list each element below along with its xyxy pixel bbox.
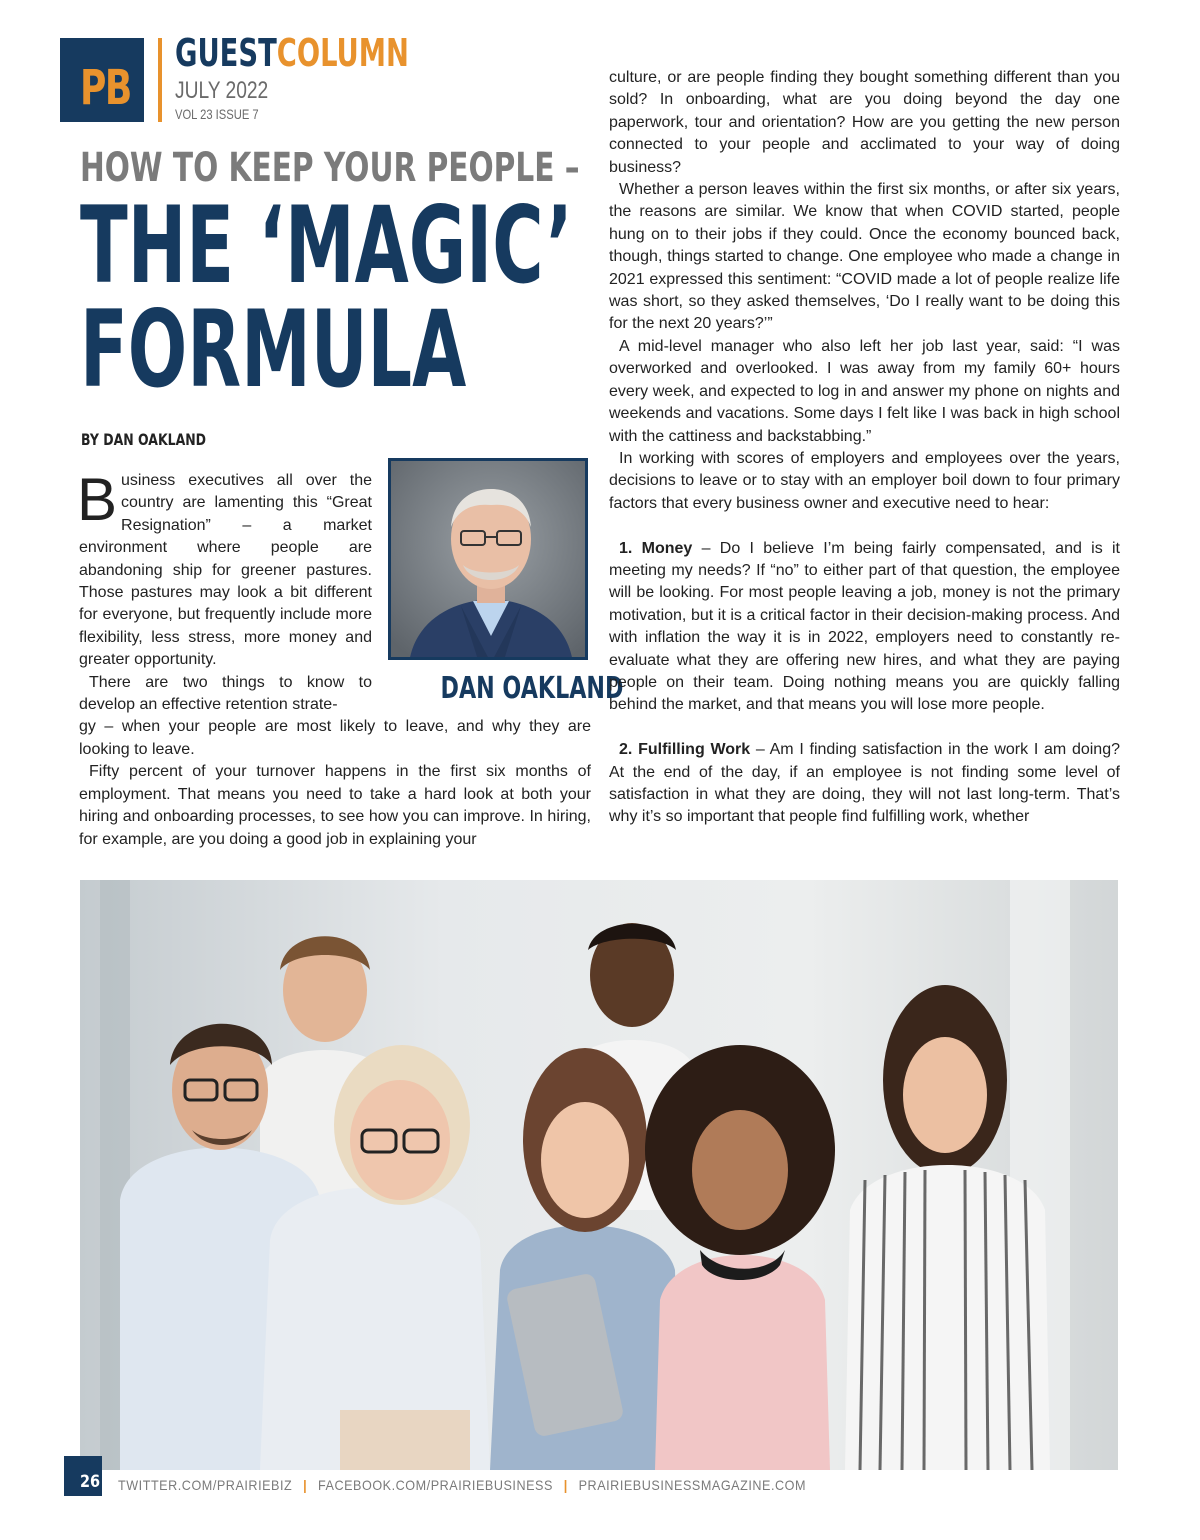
factor-money-lead: 1. Money [619, 539, 693, 557]
team-photo [80, 880, 1118, 1470]
column-label [175, 31, 409, 75]
article-paragraph-1-text: usiness executives all over the country are lamenting this “Great Resignation” – a market environment where people are abandoning ship for greener pastures. Those pastures may look a bit different for everyone, but frequently include more flexibility, less stress, more money and greater opportunity. [79, 472, 372, 669]
issue-volume: VOL 23 ISSUE 7 [175, 106, 259, 122]
paragraph-spacer [609, 717, 1120, 739]
footer-links [118, 1477, 806, 1493]
column-label-guest: GUEST [175, 31, 277, 75]
byline: BY DAN OAKLAND [81, 430, 207, 449]
headline-kicker: HOW TO KEEP YOUR PEOPLE – [80, 145, 580, 191]
factor-money-text: – Do I believe I’m being fairly compensated, and is it meeting my needs? If “no” to either part of that question, the employee will be looking. For most people leaving a job, money is not the primary motivation, but it is a critical factor in their decision-making process. And with inflation the way it is in 2022, employers need to constantly re-evaluate what they are offering new hires, and what they are paying people on their team. Doing nothing means you are quickly falling behind the market, and that means you will lose more people. [609, 539, 1120, 714]
headline-line-1: THE ‘MAGIC’ [80, 184, 573, 307]
article-paragraph-2a: There are two things to know to develop an effective retention strate- [79, 673, 372, 714]
article-paragraph-1 [77, 466, 372, 672]
footer-twitter-link[interactable]: TWITTER.COM/PRAIRIEBIZ [118, 1477, 293, 1493]
factor-money [609, 538, 1120, 717]
pb-logo-text: PB [80, 60, 131, 116]
footer-separator: | [303, 1477, 308, 1493]
article-paragraph-5: Whether a person leaves within the first six months, or after six years, the reasons are similar. We know that when COVID started, people hung on to their jobs if they could. Once the economy bounced back, though, things started to change. One employee who made a change in 2021 expressed this sentiment: “COVID made a lot of people realize life was short, so they asked themselves, ‘Do I really want to be doing this for the next 20 years?’” [609, 181, 1120, 333]
footer-website-link[interactable]: PRAIRIEBUSINESSMAGAZINE.COM [578, 1477, 807, 1493]
column-label-column: COLUMN [276, 31, 409, 75]
author-photo-caption: DAN OAKLAND [440, 671, 624, 706]
page-number: 26 [80, 1472, 101, 1492]
drop-cap: B [77, 466, 118, 533]
headline [80, 184, 573, 411]
headline-line-2: FORMULA [80, 288, 467, 411]
article-paragraph-7: In working with scores of employers and employees over the years, decisions to leave or to stay with an employer boil down to four primary factors that every business owner and executive need to hear: [609, 449, 1120, 512]
article-right-column [609, 67, 1120, 829]
footer-facebook-link[interactable]: FACEBOOK.COM/PRAIRIEBUSINESS [317, 1477, 553, 1493]
factor-fulfilling-work-text: – Am I finding satisfaction in the work I am doing? At the end of the day, if an employee is not finding some level of satisfaction in what they are doing, they will not last long-term. That’s why it’s so important that people find fulfilling work, whether [609, 741, 1120, 826]
article-paragraph-6: A mid-level manager who also left her job last year, said: “I was overworked and overlooked. I was away from my family 60+ hours every week, and expected to log in and answer my phone on nights and weekends and vacations. Some days I felt like I was back in high school with the cattiness and backstabbing.” [609, 337, 1120, 445]
factor-fulfilling-work [609, 739, 1120, 829]
article-paragraph-2b: gy – when your people are most likely to leave, and why they are looking to leave. [79, 718, 591, 758]
article-left-column [77, 466, 624, 851]
pb-logo [60, 38, 144, 122]
article-paragraph-3: Fifty percent of your turnover happens in the first six months of employment. That means you need to take a hard look at both your hiring and onboarding processes, to see how you can improve. In hiring, for example, are you doing a good job in explaining your [79, 763, 591, 848]
footer-separator: | [563, 1477, 568, 1493]
paragraph-spacer [609, 515, 1120, 537]
issue-date: JULY 2022 [175, 77, 269, 104]
article-paragraph-4: culture, or are people finding they bought something different than you sold? In onboarding, what are you doing beyond the day one paperwork, tour and orientation? How are you getting the new person connected to your people and acclimated to your way of doing business? [609, 69, 1120, 176]
factor-fulfilling-work-lead: 2. Fulfilling Work [619, 741, 751, 759]
header-divider [158, 38, 162, 122]
team-group-illustration [80, 880, 1118, 1470]
